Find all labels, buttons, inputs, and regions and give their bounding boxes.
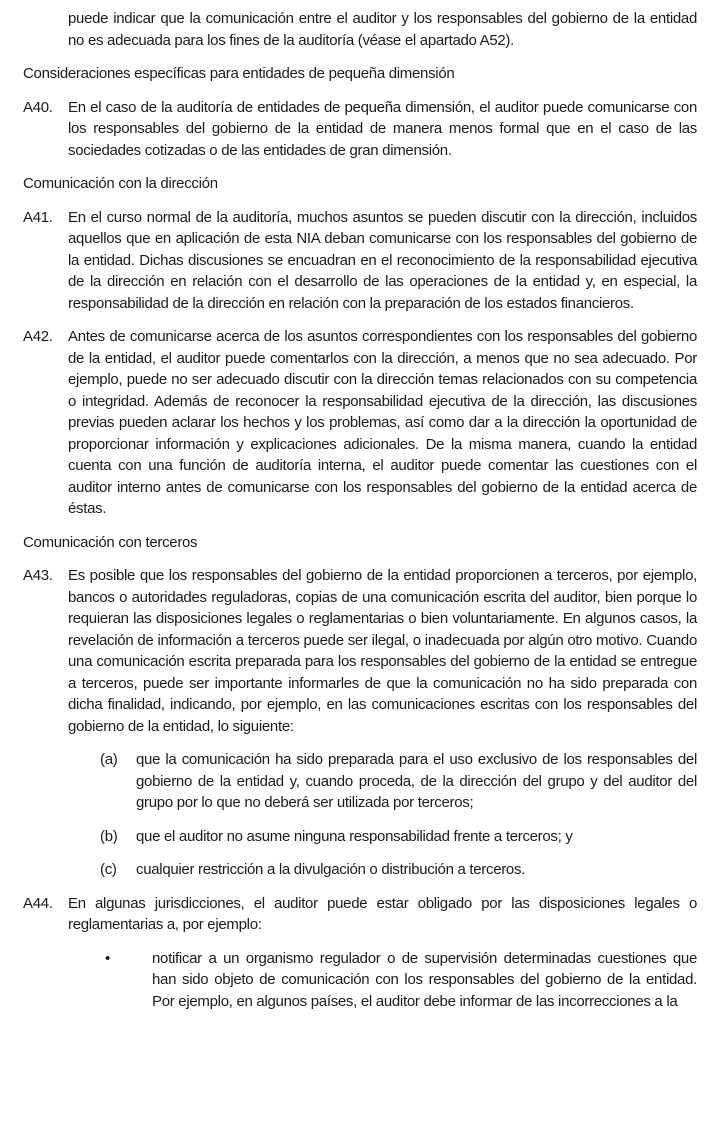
paragraph-a44-label: A44. bbox=[23, 894, 53, 912]
list-item-a-text: que la comunicación ha sido preparada para el uso exclusivo de los responsables del gobierno de la entidad y, cuando proceda, de la dirección del grupo y del auditor del grupo por lo que no deberá ser utilizada por terceros; bbox=[136, 751, 697, 811]
paragraph-a43 bbox=[23, 565, 697, 737]
list-item-b bbox=[100, 826, 697, 848]
heading-small-entities: Consideraciones específicas para entidades de pequeña dimensión bbox=[23, 65, 455, 82]
heading-communication-third-parties: Comunicación con terceros bbox=[23, 533, 198, 551]
list-item-b-label: (b) bbox=[100, 827, 118, 845]
bullet-item-a44-text: notificar a un organismo regulador o de supervisión determinadas cuestiones que han sido objeto de comunicación con los responsables del gobierno de la entidad. Por ejemplo, en algunos países, el auditor debe informar de las incorrecciones a la bbox=[152, 949, 697, 1010]
list-item-c bbox=[100, 859, 697, 881]
bullet-item-a44 bbox=[105, 948, 697, 1013]
paragraph-a41-text: En el curso normal de la auditoría, muchos asuntos se pueden discutir con la dirección, incluidos aquellos que en aplicación de esta NIA deban comunicarse con los responsables del gobierno de la entidad. Dichas discusiones se encuadran en el reconocimiento de la responsabilidad ejecutiva de la dirección en relación con el desarrollo de las operaciones de la entidad y, en especial, la responsabilidad de la dirección en relación con la preparación de los estados financieros. bbox=[68, 208, 697, 312]
bullet-icon: • bbox=[105, 949, 110, 967]
list-item-c-text: cualquier restricción a la divulgación o distribución a terceros. bbox=[136, 861, 526, 878]
list-item-a-label: (a) bbox=[100, 751, 118, 768]
paragraph-a41-label: A41. bbox=[23, 208, 53, 226]
paragraph-a43-text: Es posible que los responsables del gobierno de la entidad proporcionen a terceros, por ejemplo, bancos o autoridades reguladoras, copias de una comunicación escrita del auditor, bien porque lo requieran las disposiciones legales o reglamentarias o bien voluntariamente. En algunos casos, la revelación de información a terceros puede ser ilegal, o inadecuada por algún otro motivo. Cuando una comunicación escrita preparada para los responsables del gobierno de la entidad se entregue a terceros, puede ser importante informarles de que la comunicación no ha sido preparada con dicha finalidad, indicando, por ejemplo, en las comunicaciones escritas con los responsables del gobierno de la entidad, lo siguiente: bbox=[68, 567, 697, 735]
paragraph-continuation: puede indicar que la comunicación entre el auditor y los responsables del gobierno de la entidad no es adecuada para los fines de la auditoría (véase el apartado A52). bbox=[68, 10, 697, 49]
paragraph-a41 bbox=[23, 207, 697, 315]
paragraph-a44-text: En algunas jurisdicciones, el auditor puede estar obligado por las disposiciones legales o reglamentarias a, por ejemplo: bbox=[68, 894, 697, 933]
paragraph-a40-label: A40. bbox=[23, 98, 53, 116]
paragraph-a40-text: En el caso de la auditoría de entidades de pequeña dimensión, el auditor puede comunicarse con los responsables del gobierno de la entidad de manera menos formal que en el caso de las sociedades cotizadas o de las entidades de gran dimensión. bbox=[68, 98, 697, 159]
paragraph-a44 bbox=[23, 893, 697, 936]
list-item-c-label: (c) bbox=[100, 861, 117, 878]
paragraph-a42-label: A42. bbox=[23, 328, 53, 345]
heading-communication-management: Comunicación con la dirección bbox=[23, 175, 218, 192]
paragraph-a43-label: A43. bbox=[23, 567, 53, 584]
list-item-a bbox=[100, 749, 697, 814]
paragraph-a42 bbox=[23, 326, 697, 520]
paragraph-a40 bbox=[23, 97, 697, 162]
paragraph-a42-text: Antes de comunicarse acerca de los asuntos correspondientes con los responsables del gobierno de la entidad, el auditor puede comentarlos con la dirección, a menos que no sea adecuado. Por ejemplo, puede no ser adecuado discutir con la dirección temas relacionados con su competencia o integridad. Además de reconocer la responsabilidad ejecutiva de la dirección, las discusiones previas pueden aclarar los hechos y los problemas, así como dar a la dirección la oportunidad de proporcionar información y explicaciones adicionales. De la misma manera, cuando la entidad cuenta con una función de auditoría interna, el auditor puede comentar las cuestiones con el auditor interno antes de comunicarse con los responsables del gobierno de la entidad acerca de éstas. bbox=[68, 328, 697, 517]
list-item-b-text: que el auditor no asume ninguna responsabilidad frente a terceros; y bbox=[136, 827, 573, 845]
